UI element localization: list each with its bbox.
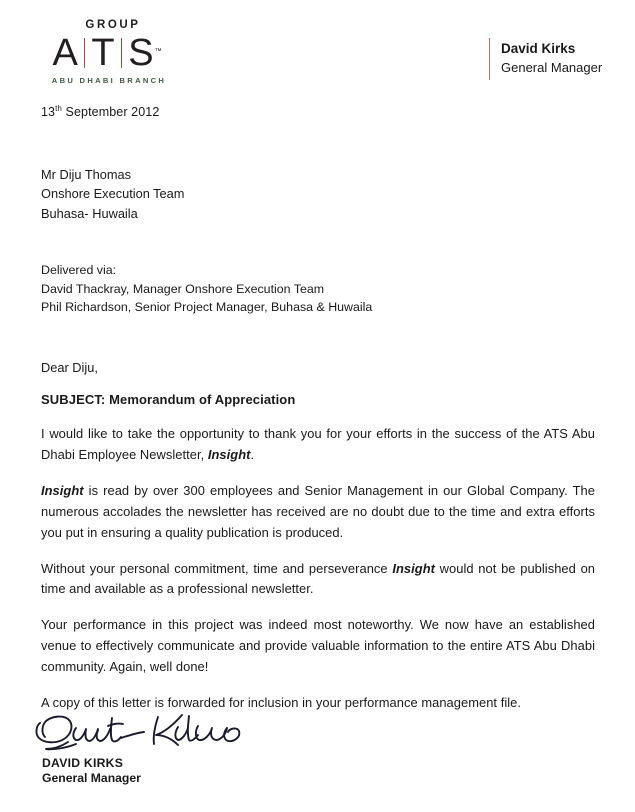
logo-separator-bar-2 xyxy=(121,38,123,68)
logo-group-word: GROUP xyxy=(85,19,141,31)
recipient-line: Onshore Execution Team xyxy=(41,186,185,202)
body-paragraph xyxy=(41,481,595,544)
date-month-year: September 2012 xyxy=(61,105,160,119)
subject-line: SUBJECT: Memorandum of Appreciation xyxy=(41,392,296,407)
newsletter-name-emphasis: Insight xyxy=(392,560,435,576)
newsletter-name-emphasis: Insight xyxy=(207,446,251,462)
trademark-icon: ™ xyxy=(154,47,162,55)
handwritten-signature-icon xyxy=(32,706,262,754)
newsletter-name-emphasis: Insight xyxy=(41,482,84,498)
recipient-line: Buhasa- Huwaila xyxy=(41,205,138,221)
delivery-line: David Thackray, Manager Onshore Execution Team xyxy=(41,281,325,296)
sender-name: David Kirks xyxy=(501,41,576,56)
ats-group-logo xyxy=(27,20,187,85)
paragraph-text: . xyxy=(250,446,255,462)
logo-lettermark xyxy=(27,31,187,74)
delivery-heading: Delivered via: xyxy=(41,263,117,277)
sender-title: General Manager xyxy=(501,59,603,75)
signatory-title: General Manager xyxy=(42,771,141,785)
date-day: 13 xyxy=(41,105,56,119)
logo-subtitle: ABU DHABI BRANCH xyxy=(51,75,167,85)
paragraph-text: Without your personal commitment, time and perseverance xyxy=(41,560,393,576)
signature-block xyxy=(30,706,310,785)
body-paragraph: Your performance in this project was indeed most noteworthy. We now have an established venue to effectively communicate and provide valuable information to the entire ATS Abu Dhabi community. Again, well done! xyxy=(41,617,595,675)
paragraph-text: I would like to take the opportunity to thank you for your efforts in the success of the ATS Abu Dhabi Employee Newsletter, xyxy=(41,426,595,462)
paragraph-text: is read by over 300 employees and Senior Management in our Global Company. The numerous accolades the newsletter has received are no doubt due to the time and extra efforts you put in ensuring a quality publication is produced. xyxy=(41,482,595,540)
letter-date xyxy=(41,105,159,119)
delivery-list xyxy=(41,261,372,317)
logo-separator-bar-1 xyxy=(84,38,86,68)
body-paragraph xyxy=(41,559,595,601)
body-paragraph xyxy=(41,424,595,466)
sender-contact-block xyxy=(489,40,602,77)
logo-letter-t: T xyxy=(91,31,115,74)
signatory-name: DAVID KIRKS xyxy=(42,756,124,770)
recipient-address xyxy=(41,165,184,223)
letter-body xyxy=(41,424,595,714)
paragraph-text: would not be published on time and available as a professional newsletter. xyxy=(41,560,596,597)
logo-letter-a: A xyxy=(52,31,78,74)
delivery-line: Phil Richardson, Senior Project Manager, Buhasa & Huwaila xyxy=(41,300,373,315)
body-paragraph: A copy of this letter is forwarded for inclusion in your performance management file. xyxy=(41,695,521,711)
recipient-line: Mr Diju Thomas xyxy=(41,167,132,182)
logo-letter-s: S xyxy=(128,31,154,74)
salutation: Dear Diju, xyxy=(41,360,98,375)
letterhead xyxy=(0,0,635,96)
date-ordinal-suffix: th xyxy=(55,103,62,113)
